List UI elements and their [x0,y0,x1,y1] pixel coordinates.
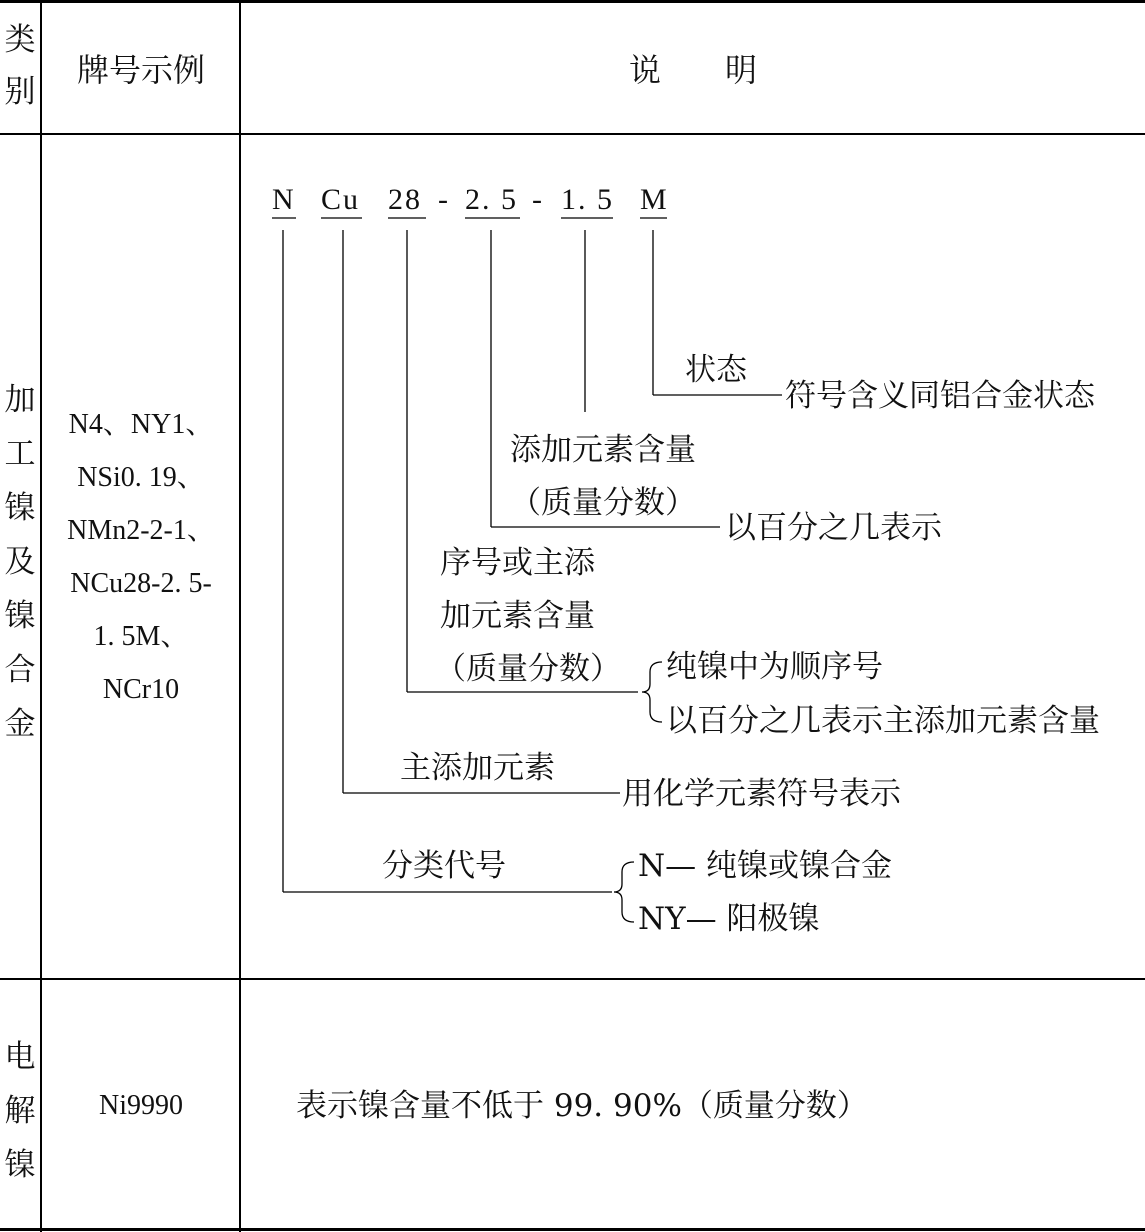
code-hyphen-2: - [532,183,544,216]
example-line: NCr10 [102,674,180,705]
header-category: 类别 [4,22,36,110]
example-line: 1. 5M、 [93,621,189,652]
example-line: NMn2-2-1、 [67,515,215,546]
code-part-2-5: 2. 5 [465,183,518,216]
label-class-desc-1: N— 纯镍或镍合金 [638,848,892,884]
label-seq-1: 序号或主添 [440,545,595,581]
code-part-m: M [640,183,669,216]
label-class-code: 分类代号 [382,848,506,884]
label-seq-desc-2: 以百分之几表示主添加元素含量 [666,703,1100,739]
label-add-content-1: 添加元素含量 [510,432,696,468]
code-part-n: N [272,183,296,216]
row1-category: 加工镍及镍合金 [4,382,36,742]
label-add-content-desc: 以百分之几表示 [725,510,942,546]
example-line: NCu28-2. 5- [70,568,212,599]
label-state: 状态 [685,352,747,388]
label-seq-2: 加元素含量 [440,598,595,634]
label-class-desc-2: NY— 阳极镍 [638,901,820,937]
code-part-cu: Cu [321,183,361,216]
label-main-elem: 主添加元素 [400,750,555,786]
row2-example: Ni9990 [99,1090,183,1121]
code-part-28: 28 [388,183,422,216]
example-line: N4、NY1、 [68,409,214,440]
label-seq-desc-1: 纯镍中为顺序号 [666,649,883,685]
label-state-desc: 符号含义同铝合金状态 [785,378,1095,414]
code-part-1-5: 1. 5 [561,183,614,216]
header-example: 牌号示例 [76,51,205,89]
header-description: 说 明 [628,51,757,89]
row2-description: 表示镍含量不低于 99. 90%（质量分数） [296,1088,868,1124]
example-line: NSi0. 19、 [77,462,205,493]
label-main-elem-desc: 用化学元素符号表示 [622,776,901,812]
row2-category: 电解镍 [4,1039,36,1183]
label-add-content-2: （质量分数） [510,485,696,521]
code-hyphen-1: - [438,183,450,216]
label-seq-3: （质量分数） [435,651,621,687]
